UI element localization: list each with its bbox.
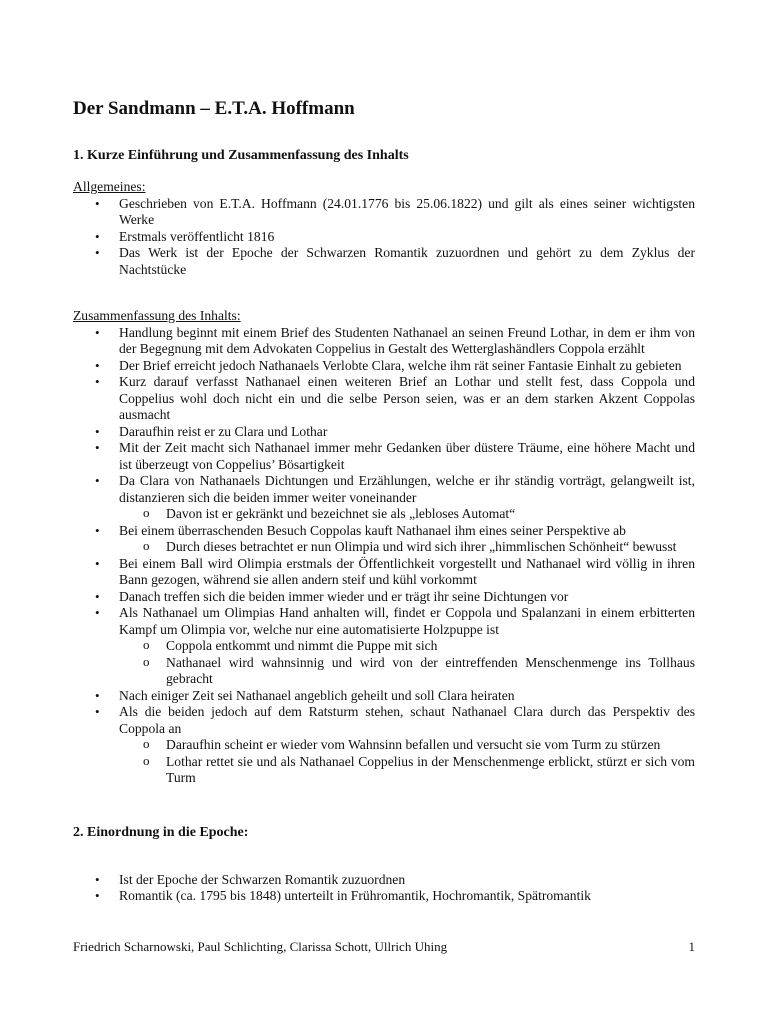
list-item: • Danach treffen sich die beiden immer wieder und er trägt ihr seine Dichtungen vor [95, 588, 569, 604]
sub-list-item: o Coppola entkommt und nimmt die Puppe mit sich [143, 637, 438, 653]
footer-authors: Friedrich Scharnowski, Paul Schlichting, Clarissa Schott, Ullrich Uhing [73, 939, 448, 954]
list-item: • Handlung beginnt mit einem Brief des Studenten Nathanael an seinen Freund Lothar, in dem er ihm von der Begegnung mit dem Advokaten Coppelius in Gestalt des Wetterglashändlers Coppola erzählt [95, 324, 695, 356]
sub-list-item: o Nathanael wird wahnsinnig und wird von der eintreffenden Menschenmenge ins Tollhaus gebracht [143, 653, 695, 686]
bullet-icon: • [95, 588, 100, 604]
page-footer [73, 939, 695, 955]
bullet-icon: • [95, 871, 100, 887]
bullet-icon: • [95, 704, 100, 719]
bullet-icon: • [95, 357, 100, 373]
list-item: • Als Nathanael um Olimpias Hand anhalten will, findet er Coppola und Spalanzani in einem erbitterten Kampf um Olimpia vor, welche nur eine automatisierte Holzpuppe ist [95, 605, 695, 637]
list-item: • Da Clara von Nathanaels Dichtungen und Erzählungen, welche er ihr ständig vorträgt, gelangweilt ist, distanzieren sich die beiden immer weiter voneinander [95, 473, 695, 505]
list-item: • Der Brief erreicht jedoch Nathanaels Verlobte Clara, welche ihm rät seiner Fantasie Einhalt zu gebieten [95, 357, 682, 373]
list-item: • Erstmals veröffentlicht 1816 [95, 228, 275, 244]
list-item: • Als die beiden jedoch auf dem Ratsturm stehen, schaut Nathanael Clara durch das Perspektiv des Coppola an [95, 704, 695, 736]
section-2-heading: 2. Einordnung in die Epoche: [73, 824, 249, 840]
general-subheading: Allgemeines: [73, 179, 146, 194]
list-item: • Das Werk ist der Epoche der Schwarzen Romantik zuzuordnen und gehört zu dem Zyklus der Nachtstücke [95, 245, 695, 277]
list-item: • Bei einem überraschenden Besuch Coppolas kauft Nathanael ihm eines seiner Perspektive ab [95, 522, 626, 538]
list-item: • Mit der Zeit macht sich Nathanael immer mehr Gedanken über düstere Träume, eine höhere Macht und ist überzeugt von Coppelius’ Bösartigkeit [95, 440, 695, 472]
bullet-icon: • [95, 605, 100, 620]
bullet-icon: • [95, 555, 100, 571]
bullet-icon: • [95, 228, 100, 244]
sub-bullet-icon: o [143, 538, 150, 553]
sub-bullet-icon: o [143, 505, 150, 520]
list-item: • Ist der Epoche der Schwarzen Romantik zuzuordnen [95, 871, 406, 887]
section-1-heading: 1. Kurze Einführung und Zusammenfassung des Inhalts [73, 148, 409, 163]
bullet-icon: • [95, 324, 100, 340]
bullet-icon: • [95, 440, 100, 455]
bullet-icon: • [95, 473, 100, 488]
sub-list-item: o Durch dieses betrachtet er nun Olimpia und wird sich ihrer „himmlischen Schönheit“ bewusst [143, 538, 677, 554]
list-item: • Geschrieben von E.T.A. Hoffmann (24.01.1776 bis 25.06.1822) und gilt als eines seiner wichtigsten Werke [95, 195, 695, 227]
list-item: • Bei einem Ball wird Olimpia erstmals der Öffentlichkeit vorgestellt und Nathanael wird völlig in ihren Bann gezogen, während sie allen andern steif und kühl vorkommt [95, 555, 695, 587]
list-item: • Nach einiger Zeit sei Nathanael angeblich geheilt und soll Clara heiraten [95, 687, 515, 703]
document-content [73, 98, 695, 905]
sub-list-item: o Davon ist er gekränkt und bezeichnet sie als „lebloses Automat“ [143, 505, 516, 521]
general-list [73, 196, 695, 279]
list-item: • Daraufhin reist er zu Clara und Lothar [95, 423, 328, 439]
list-item: • Romantik (ca. 1795 bis 1848) unterteilt in Frühromantik, Hochromantik, Spätromantik [95, 888, 591, 903]
bullet-icon: • [95, 423, 100, 439]
bullet-icon: • [95, 687, 100, 703]
page-number: 1 [688, 939, 695, 954]
summary-subheading: Zusammenfassung des Inhalts: [73, 308, 241, 323]
summary-list [73, 325, 695, 787]
sub-list-item: o Daraufhin scheint er wieder vom Wahnsinn befallen und versucht sie vom Turm zu stürzen [143, 736, 661, 752]
sub-bullet-icon: o [143, 653, 150, 669]
sub-bullet-icon: o [143, 752, 150, 768]
bullet-icon: • [95, 245, 100, 260]
sub-bullet-icon: o [143, 736, 150, 751]
sub-list-item: o Lothar rettet sie und als Nathanael Coppelius in der Menschenmenge erblickt, stürzt er sich vom Turm [143, 752, 695, 785]
bullet-icon: • [95, 195, 100, 211]
document-title: Der Sandmann – E.T.A. Hoffmann [73, 98, 355, 119]
sub-bullet-icon: o [143, 637, 150, 652]
bullet-icon: • [95, 888, 100, 903]
bullet-icon: • [95, 374, 100, 389]
list-item: • Kurz darauf verfasst Nathanael einen weiteren Brief an Lothar und stellt fest, dass Coppola und Coppelius wohl doch nicht ein und die selbe Person seien, was er an dem starken Akzent Coppolas ausmacht [95, 374, 695, 422]
epoch-list [73, 872, 695, 905]
bullet-icon: • [95, 522, 100, 538]
